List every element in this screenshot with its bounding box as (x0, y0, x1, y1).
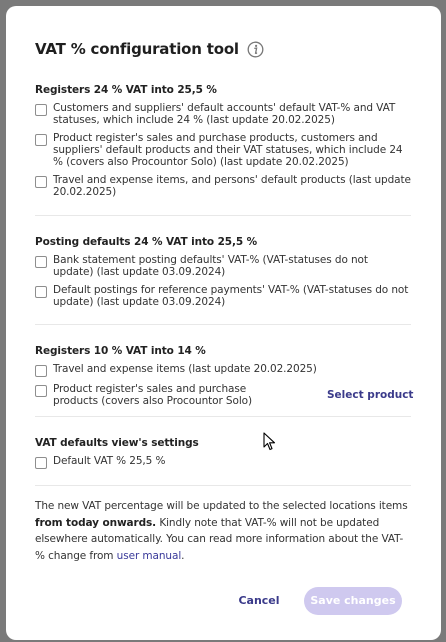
checkbox-default-vat[interactable] (35, 457, 47, 469)
option-row (35, 254, 411, 278)
divider (35, 416, 411, 417)
option-label: Travel and expense items (last update 20.02.2025) (53, 363, 317, 375)
select-product-link[interactable]: Select product (327, 389, 414, 401)
option-label: Product register's sales and purchase products (covers also Procountor Solo) (53, 383, 252, 407)
info-text-end: . (181, 549, 185, 562)
option-row (35, 132, 411, 168)
info-text-before: The new VAT percentage will be updated to the selected locations items (35, 500, 408, 512)
save-changes-button[interactable]: Save changes (304, 587, 402, 615)
section-registers-10 (35, 345, 414, 413)
option-row (35, 383, 285, 407)
section-vat-defaults-view (35, 437, 411, 475)
info-text (35, 498, 413, 564)
option-row (35, 363, 411, 377)
info-text-bold: from today onwards. (35, 516, 157, 529)
checkbox-customers-suppliers-defaults[interactable] (35, 104, 47, 116)
checkbox-product-register-24[interactable] (35, 134, 47, 146)
checkbox-travel-expense-24[interactable] (35, 176, 47, 188)
section-title: Registers 10 % VAT into 14 % (35, 345, 206, 357)
vat-config-dialog (6, 6, 441, 640)
option-label: Travel and expense items, and persons' default products (last update 20.02.2025) (53, 174, 411, 198)
checkbox-travel-expense-10[interactable] (35, 365, 47, 377)
checkbox-reference-payments[interactable] (35, 286, 47, 298)
section-title: Posting defaults 24 % VAT into 25,5 % (35, 236, 258, 248)
option-label: Bank statement posting defaults' VAT-% (VAT-statuses do not update) (last update 03.09.2024) (53, 254, 368, 278)
section-title: VAT defaults view's settings (35, 437, 199, 449)
section-posting-defaults (35, 236, 411, 314)
option-label: Product register's sales and purchase products, customers and suppliers' default products and their VAT statuses, which include 24 % (covers also Procountor Solo) (last update 20.02.2025) (53, 132, 403, 168)
divider (35, 324, 411, 325)
option-row (35, 284, 411, 308)
option-label: Customers and suppliers' default accounts' default VAT-% and VAT statuses, which include 24 % (last update 20.02.2025) (53, 102, 396, 126)
section-registers-24 (35, 84, 411, 204)
section-title: Registers 24 % VAT into 25,5 % (35, 84, 217, 96)
option-row (35, 102, 411, 126)
dialog-title: VAT % configuration tool (35, 40, 239, 58)
checkbox-bank-statement-defaults[interactable] (35, 256, 47, 268)
divider (35, 215, 411, 216)
option-label: Default VAT % 25,5 % (53, 455, 166, 467)
cancel-button[interactable]: Cancel (228, 587, 290, 615)
info-text-after: Kindly note that VAT-% will not be updated elsewhere automatically. You can read more information about the VAT-% change from (35, 516, 404, 562)
user-manual-link[interactable]: user manual (116, 549, 182, 562)
info-icon[interactable] (247, 41, 264, 58)
option-row (35, 174, 411, 198)
mouse-cursor-icon (263, 432, 277, 452)
option-row (35, 455, 411, 469)
checkbox-product-register-10[interactable] (35, 385, 47, 397)
dialog-header (35, 40, 264, 58)
option-label: Default postings for reference payments' VAT-% (VAT-statuses do not update) (last update 03.09.2024) (53, 284, 409, 308)
divider (35, 485, 411, 486)
